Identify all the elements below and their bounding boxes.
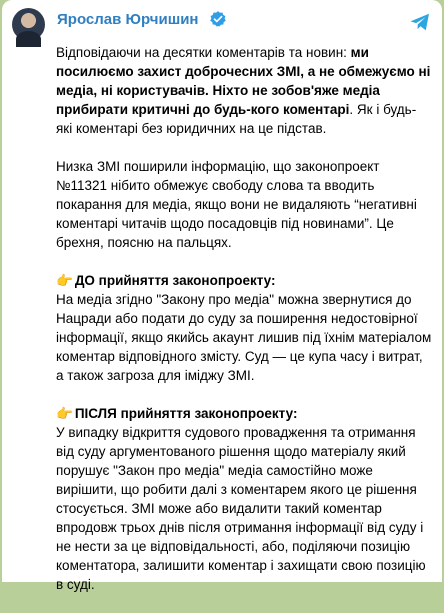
intro-text: Відповідаючи на десятки коментарів та новин: <box>56 45 351 60</box>
message-paragraph-context <box>56 157 432 252</box>
message-paragraph-intro <box>56 43 432 138</box>
message-card <box>2 0 442 592</box>
pointing-hand-icon: 👉 <box>56 406 73 421</box>
telegram-share-icon[interactable] <box>408 10 432 34</box>
message-paragraph-after <box>56 404 432 594</box>
channel-name[interactable]: Ярослав Юрчишин <box>57 11 199 28</box>
intro-bold-text: ми посилюємо захист доброчесних ЗМІ, а не обмежуємо ні медіа, ні користувачів. Ніхто не зобов'яже медіа прибирати критичні до будь-кого коментарі <box>56 45 431 117</box>
after-text: У випадку відкриття судового провадження та отримання від суду аргументованого рішення щодо матеріалу який порушує "Закон про медіа" медіа самостійно може вирішити, що робити далі з коментарем якого це рішення стосується. ЗМІ може або видалити такий коментар впродовж трьох днів після отримання інформації від суду і не нести за це відповідальності, або, поділяючи позицію коментатора, залишити коментар і захищати свою позицію в суді. <box>56 425 426 592</box>
after-heading: ПІСЛЯ прийняття законопроекту: <box>74 406 298 421</box>
context-text: Низка ЗМІ поширили інформацію, що законопроект №11321 нібито обмежує свободу слова та вводить покарання для медіа, якщо вони не видаляють “негативні коментарі читачів щодо посадовців під новинами”. Це брехня, поясню на пальцях. <box>56 159 417 250</box>
message-text <box>56 43 432 613</box>
before-heading: ДО прийняття законопроекту: <box>74 273 276 288</box>
before-text: На медіа згідно "Закону про медіа" можна звернутися до Нацради або подати до суду за поширення недостовірної інформації, якщо якийсь акаунт лишив під їхнім матеріалом коментар відповідного змісту. Суд — це купа часу і витрат, а також загроза для іміджу ЗМІ. <box>56 292 432 383</box>
verified-badge-icon <box>209 10 227 28</box>
intro-text-end: . Як і будь-які коментарі без юридичних на це підстав. <box>56 102 417 136</box>
pointing-hand-icon: 👉 <box>56 273 73 288</box>
channel-avatar[interactable] <box>12 8 45 41</box>
message-paragraph-before <box>56 271 432 385</box>
